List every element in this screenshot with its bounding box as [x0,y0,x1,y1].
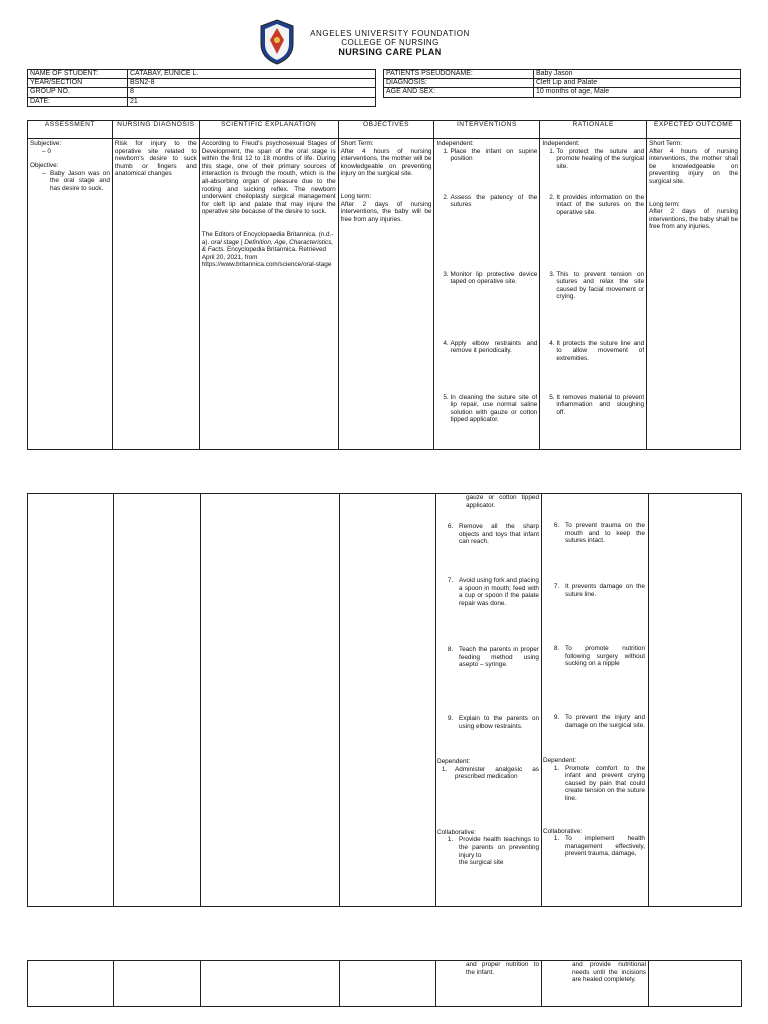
student-info-table [27,69,376,107]
rationale-dependent-label: Dependent: [543,757,577,764]
interventions-continued [437,494,539,867]
collaborative-rationale: 1. To implement health management effectively, prevent trauma, damage, [561,835,645,858]
intervention-item: 4. Apply elbow restraints and remove it periodically. [450,340,537,394]
objective-item: – Baby Jason was on the oral stage and has desire to suck. [42,169,110,192]
interventions-collaborative-label: Collaborative: [437,828,477,836]
outcome-short-term-label: Short Term: [649,140,683,147]
intervention-item: 1. Place the infant on supine position [450,148,537,194]
intervention-item: 3. Monitor lip protective device taped on operative site. [450,271,537,340]
university-seal-icon [257,18,297,66]
rationale-item: 8. To promote nutrition following surgery without sucking on a nipple [561,645,645,714]
subjective-item: – 0 [42,147,51,155]
intervention-item: 9. Explain to the parents on using elbow restraints. [455,715,539,745]
nursing-diagnosis-cell: Risk for injury to the operative site related to newborn's desire to suck thumb or fingers and anatomical changes [112,139,199,450]
rationale-item: 1. To protect the suture and promote healing of the surgical site. [556,148,644,194]
col-header-rationale: RATIONALE [540,121,647,139]
intervention-item: 2. Assess the patency of the sutures [450,194,537,271]
rationale-item: 2. It provides information on the intact of the sutures on the operative site. [556,194,644,271]
scientific-explanation-text: According to Freud's psychosexual Stages of Development, the span of the oral stage is within the first 12 to 18 months of life. During this stage, one of their primary sources of interaction is through the mouth, which is the all-absorbing organ of pleasure due to the rooting and sucking reflex. The newborn underwent cheiloplasty surgical management for cleft lip and palate that may injure the operative site because of the desire to suck. [201,140,336,216]
intervention-item-5-continued: gauze or cotton tipped applicator. [466,494,539,509]
short-term-label: Short Term: [340,140,374,147]
care-plan-table [27,120,741,450]
intervention-item: 5. In cleaning the suture site of lip repair, use normal saline solution with gauze or cotton tipped applicator. [450,394,537,424]
col-header-objectives: OBJECTIVES [338,121,434,139]
objectives-cell [338,139,434,450]
scientific-explanation-cell [199,139,338,450]
collaborative-intervention: 1. Provide health teachings to the parents on preventing injury to the surgical site [455,836,539,866]
age-sex-label: AGE AND SEX: [384,88,534,97]
date-label: DATE: [28,97,128,106]
pseudoname-label: PATIENTS PSEUDONAME: [384,70,534,79]
intervention-item: 7. Avoid using fork and placing a spoon in mouth; feed with a cup or spoon if the palate repair was done. [455,577,539,646]
subjective-label: Subjective: [30,140,62,147]
col-header-expected-outcome: EXPECTED OUTCOME [647,121,741,139]
group-label: GROUP NO. [28,88,128,97]
intervention-item: 6. Remove all the sharp objects and toys that infant can reach. [455,523,539,577]
rationale-cell [540,139,647,450]
long-term-objective: After 2 days of nursing interventions, the baby will be free from any injuries. [340,200,432,223]
name-value: CATABAY, EUNICE L. [128,70,376,79]
date-value: 21 [128,97,376,106]
assessment-cell [28,139,113,450]
outcome-long-term-label: Long term: [649,200,680,208]
college-name: COLLEGE OF NURSING [341,38,439,47]
age-sex-value: 10 months of age, Male [534,88,741,97]
rationale-item: 6. To prevent trauma on the mouth and to keep the sutures intact. [561,522,645,583]
collaborative-intervention-continued: and proper nutrition to the infant. [466,961,539,976]
page-title: NURSING CARE PLAN [338,47,442,57]
collaborative-rationale-continued: and provide nutritional needs until the incisions are healed completely. [572,961,646,984]
col-header-interventions: INTERVENTIONS [434,121,540,139]
expected-outcome-cell [647,139,741,450]
outcome-long-term: After 2 days of nursing interventions, the baby shall be free from any injuries. [649,208,738,231]
short-term-objective: After 4 hours of nursing interventions, the mother will be knowledgeable on preventing injury on the surgical site. [340,147,432,178]
rationale-continued [543,494,645,858]
dependent-rationale: 1. Promote comfort to the infant and prevent crying caused by pain that could create tension on the suture line. [561,765,645,828]
dependent-intervention: 1. Administer analgesic as prescribed medication [449,766,539,829]
interventions-independent-label: Independent: [436,140,474,147]
col-header-nursing-diagnosis: NURSING DIAGNOSIS [112,121,199,139]
interventions-dependent-label: Dependent: [437,758,471,766]
pseudoname-value: Baby Jason [534,70,741,79]
long-term-label: Long term: [340,192,372,200]
diagnosis-label: DIAGNOSIS: [384,79,534,88]
rationale-collaborative-label: Collaborative: [543,827,583,835]
rationale-item: 4. It protects the suture line and to allow movement of extremities. [556,340,644,394]
rationale-item: 5. It removes material to prevent inflammation and sloughing off. [556,394,644,417]
year-value: BSN2-8 [128,79,376,88]
col-header-scientific-explanation: SCIENTIFIC EXPLANATION [199,121,338,139]
continuation-table-page-2 [27,493,742,907]
reference-citation: The Editors of Encyclopaedia Britannica. (n.d.-a). oral stage | Definition, Age, Characteristics, & Facts. Encyclopedia Britannica. Retrieved April 20, 2021, from https://www.britannica.com/science/oral-stage [201,230,334,269]
patient-info-table [383,69,741,98]
objective-label: Objective: [30,162,59,170]
continuation-table-page-3 [27,960,742,1007]
intervention-item: 8. Teach the parents in proper feeding method using asepto – syringe. [455,646,539,715]
rationale-item: 7. It prevents damage on the suture line. [561,583,645,645]
group-value: 8 [128,88,376,97]
rationale-item: 3. This to prevent tension on sutures and relax the site caused by facial movement or crying. [556,271,644,340]
rationale-independent-label: Independent: [542,140,580,147]
interventions-cell [434,139,540,450]
year-label: YEAR/SECTION [28,79,128,88]
col-header-assessment: ASSESSMENT [28,121,113,139]
rationale-item: 9. To prevent the injury and damage on the surgical site. [561,714,645,744]
diagnosis-value: Cleft Lip and Palate [534,79,741,88]
outcome-short-term: After 4 hours of nursing interventions, the mother shall be knowledgeable on preventing injury on the surgical site. [649,147,738,185]
institution-name: ANGELES UNIVERSITY FOUNDATION [310,29,470,38]
name-label: NAME OF STUDENT: [28,70,128,79]
